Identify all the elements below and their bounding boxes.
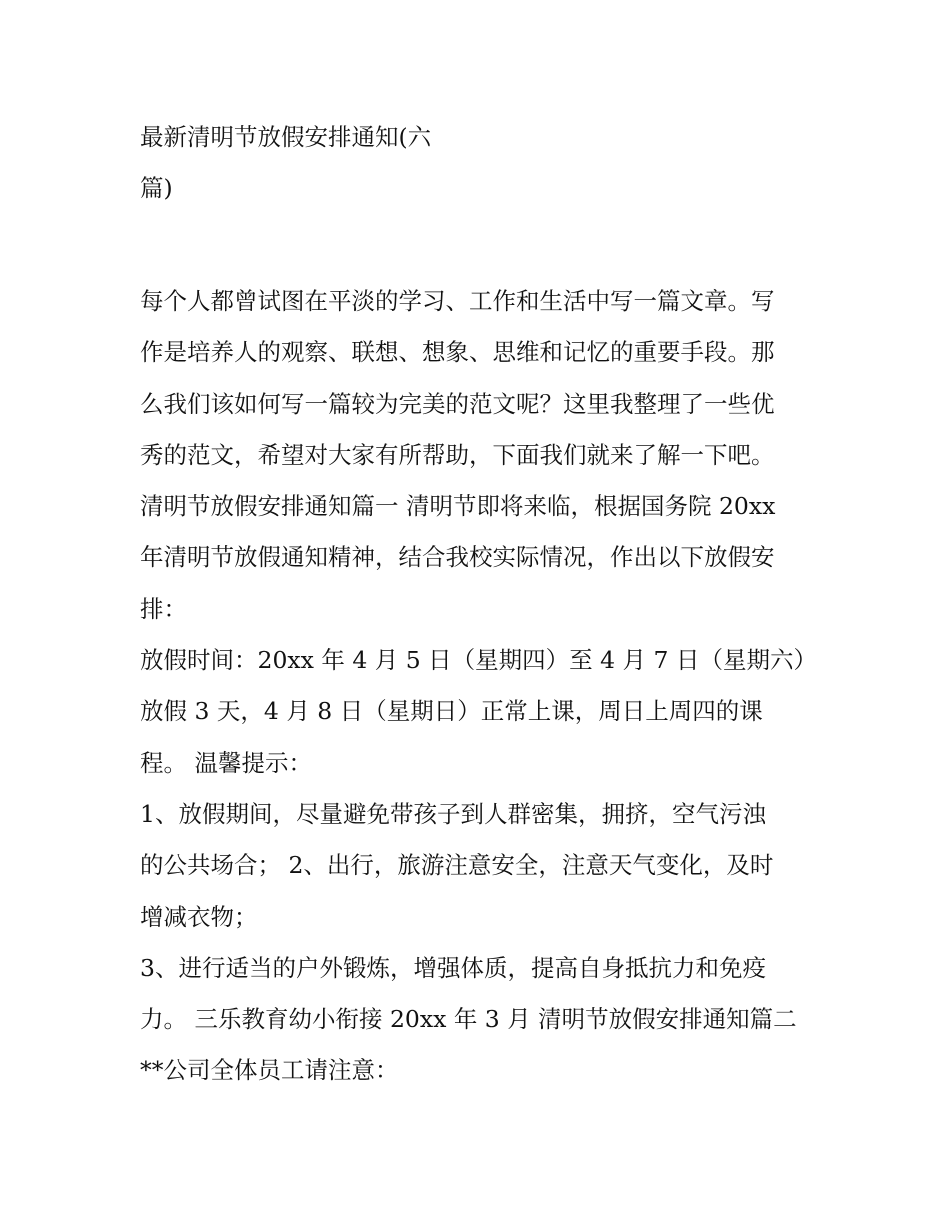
body-line: 清明节放假安排通知篇一 清明节即将来临，根据国务院 20xx bbox=[140, 492, 776, 521]
body-line: 年清明节放假通知精神，结合我校实际情况，作出以下放假安 bbox=[140, 543, 775, 572]
body-line: 1、放假期间，尽量避免带孩子到人群密集，拥挤，空气污浊 bbox=[140, 799, 766, 828]
document-title bbox=[140, 112, 820, 215]
body-line: 3、进行适当的户外锻炼，增强体质，提高自身抵抗力和免疫 bbox=[140, 953, 766, 982]
body-line: 放假 3 天，4 月 8 日（星期日）正常上课，周日上周四的课 bbox=[140, 697, 763, 726]
body-line: 力。 三乐教育幼小衔接 20xx 年 3 月 清明节放假安排通知篇二 bbox=[140, 1005, 797, 1034]
body-line: 秀的范文，希望对大家有所帮助，下面我们就来了解一下吧。 bbox=[140, 440, 775, 469]
document-body bbox=[140, 276, 820, 1097]
body-line: 增减衣物； bbox=[140, 902, 258, 931]
body-line: 的公共场合； 2、出行，旅游注意安全，注意天气变化，及时 bbox=[140, 851, 774, 880]
body-line: 排： bbox=[140, 594, 187, 623]
title-line-2: 篇) bbox=[140, 174, 173, 203]
body-line: 么我们该如何写一篇较为完美的范文呢？这里我整理了一些优 bbox=[140, 389, 775, 418]
body-line: 程。 温馨提示： bbox=[140, 748, 312, 777]
title-line-1: 最新清明节放假安排通知(六 bbox=[140, 123, 432, 151]
body-line: 每个人都曾试图在平淡的学习、工作和生活中写一篇文章。写 bbox=[140, 287, 775, 315]
body-line: 作是培养人的观察、联想、想象、思维和记忆的重要手段。那 bbox=[140, 338, 775, 367]
body-line: **公司全体员工请注意： bbox=[140, 1056, 399, 1085]
body-line: 放假时间：20xx 年 4 月 5 日（星期四）至 4 月 7 日（星期六） bbox=[140, 646, 817, 675]
